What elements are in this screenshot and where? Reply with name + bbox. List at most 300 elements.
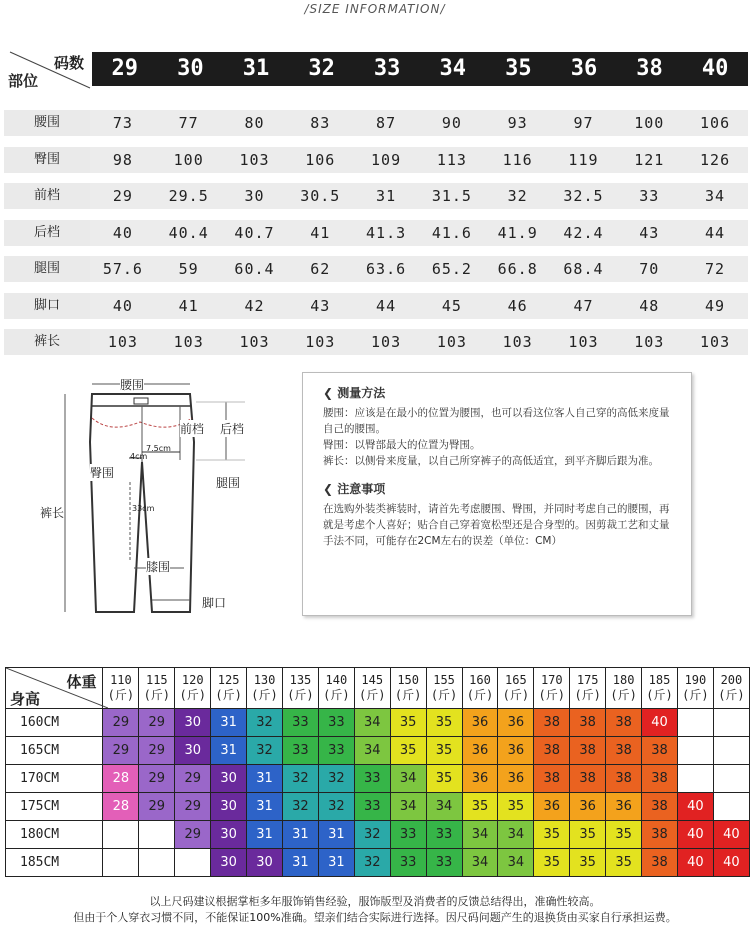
notice-title: 注意事项 xyxy=(337,482,386,496)
height-label: 165CM xyxy=(6,737,103,765)
weight-header-180 xyxy=(606,668,642,709)
size-cell xyxy=(103,821,139,849)
measure-value: 103 xyxy=(239,150,270,169)
method-line-hip: 臀围：以臀部最大的位置为臀围。 xyxy=(323,439,481,451)
measure-value: 73 xyxy=(112,114,133,132)
measure-value: 80 xyxy=(244,114,265,132)
measure-value: 40 xyxy=(112,296,133,315)
footer-note-2: 但由于个人穿衣习惯不同，不能保证100%准确。望亲们结合实际进行选择。因尺码问题产生的退换货由买家自行承担运费。 xyxy=(73,911,677,924)
weight-value: 115 xyxy=(145,673,168,687)
measure-value: 103 xyxy=(700,333,731,351)
size-cell: 32 xyxy=(282,793,318,821)
measure-value: 97 xyxy=(573,114,594,132)
weight-header-175 xyxy=(570,668,606,709)
size-cell: 33 xyxy=(354,793,390,821)
height-row xyxy=(6,765,750,793)
size-cell: 31 xyxy=(282,849,318,877)
measure-value: 40.4 xyxy=(168,223,209,242)
size-cell: 34 xyxy=(462,849,498,877)
size-cell: 35 xyxy=(606,821,642,849)
size-cell: 31 xyxy=(211,709,247,737)
size-cell: 29 xyxy=(139,737,175,765)
weight-header-150 xyxy=(390,668,426,709)
measure-value: 77 xyxy=(178,114,199,132)
measure-value: 103 xyxy=(502,333,533,351)
weight-unit: (斤) xyxy=(682,688,709,702)
weight-value: 130 xyxy=(253,673,276,687)
size-cell xyxy=(677,765,713,793)
notice-text: 在选购外装类裤装时，请首先考虑腰围、臀围，并同时考虑自己的腰围，再就是考虑个人喜好；贴合自己穿着宽松型还是合身型的。因剪裁工艺和丈量手法不同，可能存在2CM左右的误差（单位：CM） xyxy=(323,503,670,547)
size-cell: 36 xyxy=(462,709,498,737)
size-cell: 38 xyxy=(642,737,678,765)
size-cell: 35 xyxy=(570,821,606,849)
weight-value: 175 xyxy=(576,673,599,687)
height-row xyxy=(6,737,750,765)
corner-height-label: 身高 xyxy=(10,690,41,708)
weight-header-120 xyxy=(175,668,211,709)
size-cell: 29 xyxy=(103,709,139,737)
size-cell xyxy=(677,737,713,765)
diagram-knee-label: 膝围 xyxy=(146,560,171,574)
size-header-38: 38 xyxy=(636,56,663,81)
weight-value: 200 xyxy=(720,673,743,687)
size-cell: 40 xyxy=(713,821,749,849)
size-cell: 29 xyxy=(139,709,175,737)
size-header-34: 34 xyxy=(439,56,467,81)
measure-value: 41.9 xyxy=(497,223,538,242)
size-cell xyxy=(139,821,175,849)
size-cell: 33 xyxy=(318,737,354,765)
height-row xyxy=(6,793,750,821)
size-cell: 38 xyxy=(606,709,642,737)
size-cell: 38 xyxy=(606,765,642,793)
diagram-hem-label: 脚口 xyxy=(202,596,227,610)
size-cell: 35 xyxy=(426,737,462,765)
size-cell: 33 xyxy=(390,821,426,849)
measure-value: 98 xyxy=(112,150,133,169)
measure-row xyxy=(4,183,748,209)
diagram-back-rise-label: 后档 xyxy=(220,422,245,436)
measure-value: 103 xyxy=(173,333,204,351)
size-cell xyxy=(677,709,713,737)
corner-weight-label: 体重 xyxy=(66,673,97,691)
diagram-hip-label: 臀围 xyxy=(90,466,115,480)
height-label: 175CM xyxy=(6,793,103,821)
weight-unit: (斤) xyxy=(466,688,494,702)
weight-unit: (斤) xyxy=(359,688,386,702)
weight-header-145 xyxy=(354,668,390,709)
measure-value: 43 xyxy=(310,296,331,315)
weight-value: 170 xyxy=(540,673,563,687)
measure-value: 42 xyxy=(244,296,265,315)
measure-row-label: 脚口 xyxy=(4,293,90,319)
measure-row-values xyxy=(90,147,748,173)
size-cell: 30 xyxy=(211,821,247,849)
measure-row-values xyxy=(90,110,748,136)
size-cell: 29 xyxy=(139,793,175,821)
size-header-bar xyxy=(92,52,748,86)
weight-value: 110 xyxy=(110,673,132,687)
diagram-waist-label: 腰围 xyxy=(120,378,145,392)
size-cell: 38 xyxy=(534,737,570,765)
measure-value: 40 xyxy=(112,223,133,242)
weight-value: 140 xyxy=(325,673,348,687)
pants-outline-icon xyxy=(30,372,290,622)
measure-value: 100 xyxy=(634,114,665,132)
measure-value: 43 xyxy=(639,223,660,242)
diagram-dim-3: 33cm xyxy=(132,504,155,513)
size-cell: 34 xyxy=(498,849,534,877)
size-header-40: 40 xyxy=(701,56,729,81)
size-cell: 38 xyxy=(642,821,678,849)
size-cell: 38 xyxy=(606,737,642,765)
size-cell: 30 xyxy=(211,765,247,793)
size-cell: 30 xyxy=(175,709,211,737)
diagram-dim-1: 7.5cm xyxy=(146,444,171,453)
measure-value: 65.2 xyxy=(431,260,472,278)
measure-value: 121 xyxy=(634,150,665,169)
measure-row-values xyxy=(90,220,748,246)
size-cell: 36 xyxy=(462,765,498,793)
weight-unit: (斤) xyxy=(323,688,350,702)
size-cell: 38 xyxy=(642,765,678,793)
weight-unit: (斤) xyxy=(215,688,242,702)
size-cell: 31 xyxy=(318,821,354,849)
weight-header-190 xyxy=(677,668,713,709)
measure-value: 41 xyxy=(310,223,331,242)
measure-value: 103 xyxy=(239,333,270,351)
measure-value: 60.4 xyxy=(234,260,275,278)
weight-value: 185 xyxy=(648,673,671,687)
weight-unit: (斤) xyxy=(251,688,278,702)
size-info-title: /SIZE INFORMATION/ xyxy=(304,2,446,16)
method-line-length: 裤长：以侧骨来度量，以自己所穿裤子的高低适宜，到平齐脚后跟为准。 xyxy=(323,455,659,467)
diagram-length-label: 裤长 xyxy=(40,506,65,520)
size-cell xyxy=(713,737,749,765)
size-cell: 32 xyxy=(247,709,283,737)
measure-value: 41.6 xyxy=(431,223,472,242)
measure-value: 29.5 xyxy=(168,187,209,205)
measure-value: 106 xyxy=(305,150,336,169)
weight-header-row xyxy=(6,668,750,709)
weight-value: 160 xyxy=(469,673,491,687)
measure-row-values xyxy=(90,183,748,209)
height-label: 170CM xyxy=(6,765,103,793)
measure-value: 47 xyxy=(573,296,594,315)
weight-unit: (斤) xyxy=(610,688,637,702)
measure-row xyxy=(4,293,748,319)
size-cell: 36 xyxy=(462,737,498,765)
size-cell: 34 xyxy=(426,793,462,821)
measure-value: 72 xyxy=(705,260,726,278)
diagram-dim-2: 4cm xyxy=(130,452,148,461)
size-cell: 35 xyxy=(570,849,606,877)
measure-row xyxy=(4,147,748,173)
size-cell: 38 xyxy=(642,793,678,821)
weight-unit: (斤) xyxy=(502,688,530,702)
method-line-waist: 腰围：应该是在最小的位置为腰围，也可以看这位客人自己穿的高低来度量自己的腰围。 xyxy=(323,407,670,435)
size-cell: 32 xyxy=(282,765,318,793)
size-cell xyxy=(713,793,749,821)
size-cell: 30 xyxy=(247,849,283,877)
measure-value: 119 xyxy=(568,150,599,169)
size-cell: 30 xyxy=(211,793,247,821)
measure-value: 34 xyxy=(705,187,726,205)
size-cell: 31 xyxy=(247,821,283,849)
pants-diagram xyxy=(30,372,290,622)
size-cell: 38 xyxy=(570,765,606,793)
measure-row-label: 前档 xyxy=(4,183,90,209)
size-cell: 33 xyxy=(282,709,318,737)
weight-value: 145 xyxy=(361,673,384,687)
weight-value: 190 xyxy=(684,673,707,687)
size-header-32: 32 xyxy=(308,56,335,81)
weight-unit: (斤) xyxy=(646,688,673,702)
measure-row-label: 裤长 xyxy=(4,329,90,355)
weight-header-130 xyxy=(247,668,283,709)
footer-note-1: 以上尺码建议根据掌柜多年服饰销售经验，服饰版型及消费者的反馈总结得出，准确性较高。 xyxy=(149,895,601,908)
measure-value: 44 xyxy=(376,296,397,315)
weight-unit: (斤) xyxy=(394,688,422,702)
weight-header-155 xyxy=(426,668,462,709)
measure-value: 45 xyxy=(441,296,462,315)
size-cell xyxy=(713,765,749,793)
measure-value: 40.7 xyxy=(234,223,275,242)
measure-value: 42.4 xyxy=(563,223,604,242)
weight-unit: (斤) xyxy=(107,688,135,702)
measure-value: 31.5 xyxy=(431,187,472,205)
size-cell: 38 xyxy=(534,765,570,793)
measure-value: 30.5 xyxy=(300,187,341,205)
measure-value: 63.6 xyxy=(366,260,407,278)
size-cell: 40 xyxy=(713,849,749,877)
size-cell: 32 xyxy=(318,793,354,821)
height-label: 185CM xyxy=(6,849,103,877)
height-label: 180CM xyxy=(6,821,103,849)
measure-value: 103 xyxy=(107,333,138,351)
measure-row-label: 腰围 xyxy=(4,110,90,136)
measure-value: 41 xyxy=(178,296,199,315)
size-cell: 31 xyxy=(318,849,354,877)
measure-value: 126 xyxy=(700,150,731,169)
size-header-33: 33 xyxy=(373,56,401,81)
size-cell: 35 xyxy=(390,737,426,765)
weight-value: 125 xyxy=(217,673,240,687)
weight-unit: (斤) xyxy=(179,688,206,702)
size-cell: 29 xyxy=(139,765,175,793)
measure-value: 66.8 xyxy=(497,260,538,278)
size-cell: 33 xyxy=(390,849,426,877)
measure-value: 103 xyxy=(371,333,402,351)
size-header-36: 36 xyxy=(570,56,598,81)
size-cell: 31 xyxy=(282,821,318,849)
measure-row xyxy=(4,256,748,282)
weight-value: 150 xyxy=(397,673,419,687)
measure-value: 103 xyxy=(436,333,467,351)
measure-value: 49 xyxy=(705,296,726,315)
size-cell: 36 xyxy=(606,793,642,821)
weight-unit: (斤) xyxy=(287,688,314,702)
measure-value: 44 xyxy=(705,223,726,242)
size-cell: 38 xyxy=(570,709,606,737)
size-cell: 34 xyxy=(498,821,534,849)
size-cell: 28 xyxy=(103,765,139,793)
weight-value: 120 xyxy=(181,673,204,687)
measure-value: 87 xyxy=(376,114,397,132)
measure-value: 113 xyxy=(436,150,467,169)
height-row xyxy=(6,709,750,737)
size-cell: 38 xyxy=(642,849,678,877)
measure-row-values xyxy=(90,293,748,319)
size-cell: 34 xyxy=(462,821,498,849)
chevron-left-icon: ❮ xyxy=(323,386,338,400)
size-cell xyxy=(103,849,139,877)
size-cell: 35 xyxy=(606,849,642,877)
size-cell: 32 xyxy=(318,765,354,793)
size-cell: 31 xyxy=(211,737,247,765)
method-title: 测量方法 xyxy=(337,386,386,400)
measure-value: 116 xyxy=(502,150,533,169)
diagram-front-rise-label: 前档 xyxy=(180,422,205,436)
table-corner xyxy=(4,48,92,90)
method-heading xyxy=(323,385,671,401)
measure-value: 100 xyxy=(173,150,204,169)
size-cell: 35 xyxy=(498,793,534,821)
size-cell: 40 xyxy=(642,709,678,737)
size-cell: 29 xyxy=(175,821,211,849)
measure-value: 48 xyxy=(639,296,660,315)
size-cell: 33 xyxy=(282,737,318,765)
size-cell: 33 xyxy=(426,849,462,877)
size-cell: 38 xyxy=(534,709,570,737)
size-cell: 31 xyxy=(247,793,283,821)
measure-row-label: 臀围 xyxy=(4,147,90,173)
size-cell: 35 xyxy=(534,821,570,849)
measure-value: 32.5 xyxy=(563,187,604,205)
measure-value: 59 xyxy=(178,260,199,278)
size-cell: 36 xyxy=(498,737,534,765)
height-row xyxy=(6,821,750,849)
size-cell: 28 xyxy=(103,793,139,821)
size-cell: 33 xyxy=(426,821,462,849)
size-cell: 35 xyxy=(426,765,462,793)
weight-header-110 xyxy=(103,668,139,709)
notice-heading xyxy=(323,481,671,497)
size-cell: 32 xyxy=(354,849,390,877)
corner-size-label: 码数 xyxy=(53,54,84,72)
size-cell: 35 xyxy=(390,709,426,737)
measure-value: 32 xyxy=(507,187,528,205)
size-cell xyxy=(139,849,175,877)
measure-value: 41.3 xyxy=(366,223,407,242)
measure-value: 93 xyxy=(507,114,528,132)
size-cell xyxy=(175,849,211,877)
weight-unit: (斤) xyxy=(538,688,565,702)
measure-row-label: 腿围 xyxy=(4,256,90,282)
size-cell: 36 xyxy=(498,765,534,793)
size-cell: 40 xyxy=(677,821,713,849)
measure-row-values xyxy=(90,329,748,355)
size-cell: 29 xyxy=(175,765,211,793)
weight-header-165 xyxy=(498,668,534,709)
weight-header-135 xyxy=(282,668,318,709)
diagram-thigh-label: 腿围 xyxy=(216,476,241,490)
weight-value: 165 xyxy=(505,673,527,687)
measure-value: 68.4 xyxy=(563,260,604,278)
weight-header-200 xyxy=(713,668,749,709)
weight-value: 135 xyxy=(289,673,312,687)
size-cell: 29 xyxy=(175,793,211,821)
height-label: 160CM xyxy=(6,709,103,737)
weight-value: 180 xyxy=(612,673,635,687)
size-cell: 40 xyxy=(677,849,713,877)
size-cell: 29 xyxy=(103,737,139,765)
measure-value: 46 xyxy=(507,296,528,315)
size-cell: 36 xyxy=(498,709,534,737)
weight-header-140 xyxy=(318,668,354,709)
chevron-left-icon: ❮ xyxy=(323,482,338,496)
size-cell: 36 xyxy=(570,793,606,821)
measure-row-label: 后档 xyxy=(4,220,90,246)
measure-value: 103 xyxy=(305,333,336,351)
weight-unit: (斤) xyxy=(718,688,745,702)
size-cell: 34 xyxy=(390,793,426,821)
size-cell xyxy=(713,709,749,737)
weight-header-160 xyxy=(462,668,498,709)
measure-value: 103 xyxy=(634,333,665,351)
corner-part-label: 部位 xyxy=(8,72,39,90)
size-cell: 34 xyxy=(354,737,390,765)
weight-height-table xyxy=(5,667,750,877)
measure-row xyxy=(4,220,748,246)
size-cell: 33 xyxy=(354,765,390,793)
size-cell: 34 xyxy=(354,709,390,737)
measure-value: 33 xyxy=(639,187,660,205)
measure-value: 106 xyxy=(700,114,731,132)
size-cell: 34 xyxy=(390,765,426,793)
size-cell: 32 xyxy=(354,821,390,849)
measure-value: 90 xyxy=(441,114,462,132)
weight-header-115 xyxy=(139,668,175,709)
size-header-30: 30 xyxy=(177,56,204,81)
measure-value: 83 xyxy=(310,114,331,132)
size-cell: 30 xyxy=(175,737,211,765)
height-row xyxy=(6,849,750,877)
size-cell: 35 xyxy=(426,709,462,737)
size-cell: 38 xyxy=(570,737,606,765)
size-cell: 36 xyxy=(534,793,570,821)
weight-header-125 xyxy=(211,668,247,709)
size-cell: 35 xyxy=(462,793,498,821)
size-cell: 40 xyxy=(677,793,713,821)
size-cell: 32 xyxy=(247,737,283,765)
measure-row xyxy=(4,329,748,355)
size-cell: 31 xyxy=(247,765,283,793)
weight-unit: (斤) xyxy=(574,688,601,702)
size-header-35: 35 xyxy=(505,56,532,81)
measure-value: 29 xyxy=(112,187,133,205)
measure-value: 62 xyxy=(310,260,331,278)
weight-unit: (斤) xyxy=(143,688,171,702)
measure-value: 70 xyxy=(639,260,660,278)
size-header-31: 31 xyxy=(242,56,270,81)
weight-header-170 xyxy=(534,668,570,709)
weight-header-185 xyxy=(642,668,678,709)
weight-table-corner xyxy=(6,668,103,709)
measure-value: 103 xyxy=(568,333,599,351)
measure-row xyxy=(4,110,748,136)
measure-value: 109 xyxy=(371,150,402,169)
